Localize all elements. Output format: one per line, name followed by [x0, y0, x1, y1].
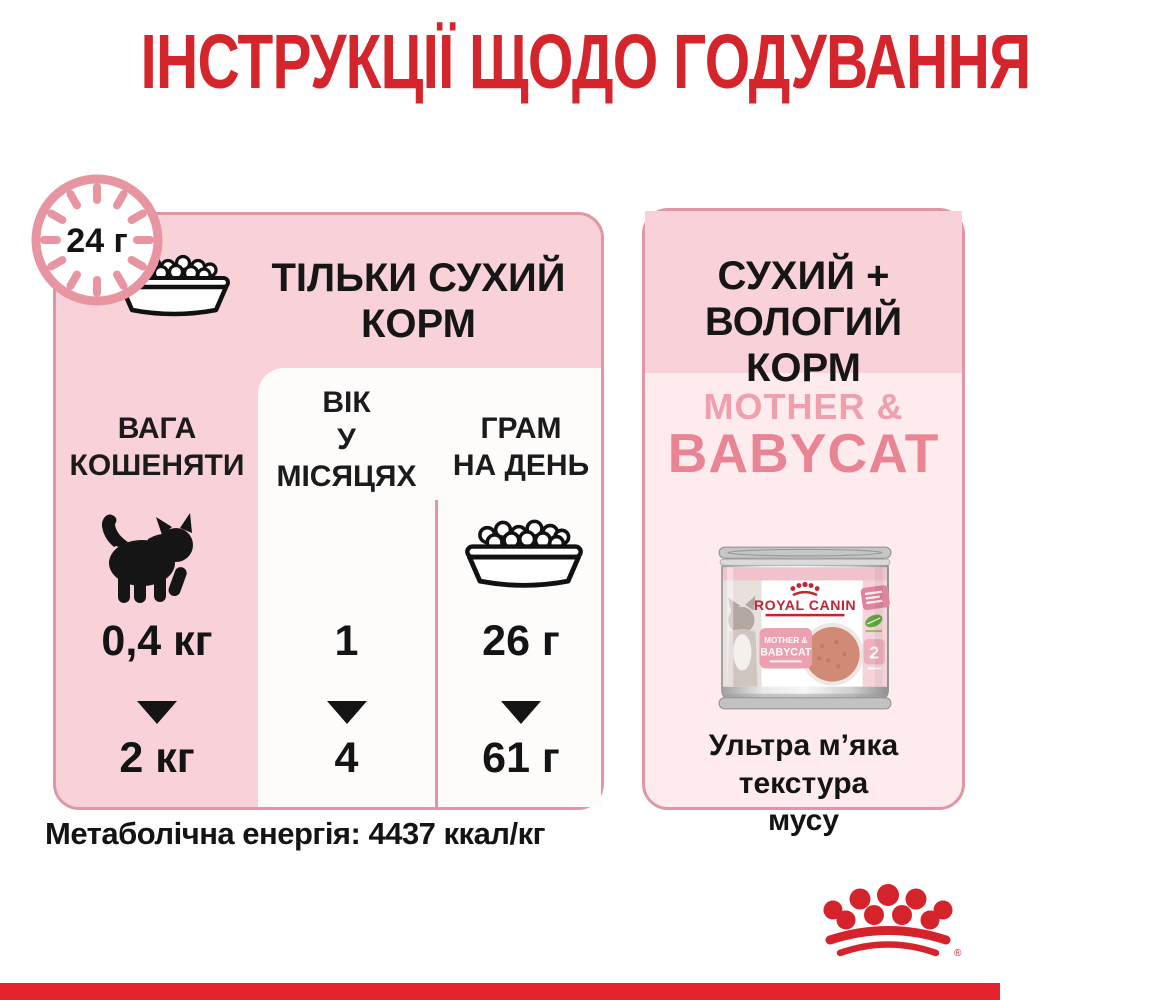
clock-hours-label: 24 г — [66, 222, 128, 260]
product-can-image — [715, 547, 895, 709]
royal-canin-crown-logo — [806, 882, 970, 962]
bottom-red-bar — [0, 983, 1000, 1000]
can-label-line2: BABYCAT — [760, 646, 812, 659]
can-badge-number: 2 — [869, 642, 880, 663]
weight-header-line1: ВАГА — [117, 412, 197, 445]
dry-wet-header-line2: КОРМ — [746, 346, 861, 390]
page-title-text: ІНСТРУКЦІЇ ЩОДО ГОДУВАННЯ — [140, 19, 1031, 105]
age-header-line1: ВІК — [322, 386, 371, 419]
age-to-value: 4 — [334, 734, 359, 782]
age-header-line3: МІСЯЦЯХ — [276, 459, 417, 493]
dry-food-panel-header — [246, 255, 591, 347]
age-from-value: 1 — [334, 617, 359, 665]
product-caption-line2: мусу — [767, 804, 840, 837]
dry-wet-header-line1: СУХИЙ + ВОЛОГИЙ — [704, 254, 903, 344]
grams-header-line2: НА ДЕНЬ — [452, 448, 590, 482]
weight-arrow — [56, 701, 258, 724]
product-name-line2: BABYCAT — [667, 422, 940, 484]
page-title — [0, 18, 1031, 107]
weight-header-line2: КОШЕНЯТИ — [69, 448, 245, 482]
product-caption — [645, 727, 962, 840]
age-header-line2: У — [337, 422, 356, 456]
arrow-down-icon — [137, 701, 177, 724]
arrow-down-icon — [327, 701, 367, 724]
grams-arrow — [438, 701, 604, 724]
column-header-grams-per-day — [438, 411, 604, 485]
metabolic-energy-text: Метаболічна енергія: 4437 ккал/кг — [45, 816, 546, 851]
product-name-line1: MOTHER & — [703, 386, 904, 427]
registered-mark: ® — [954, 948, 962, 959]
kitten-silhouette-icon — [88, 509, 202, 609]
dry-wet-food-panel — [642, 208, 965, 837]
age-arrow — [258, 701, 435, 724]
arrow-down-icon — [501, 701, 541, 724]
can-brand-text: ROYAL CANIN — [753, 596, 857, 613]
grams-header-line1: ГРАМ — [480, 412, 562, 445]
dry-food-header-line1: ТІЛЬКИ СУХИЙ — [271, 256, 566, 300]
grams-from-value: 26 г — [482, 617, 560, 665]
product-name — [645, 386, 962, 484]
weight-from-value: 0,4 кг — [101, 617, 213, 665]
column-header-age-months — [258, 385, 435, 496]
food-bowl-icon — [460, 519, 588, 593]
column-header-kitten-weight — [56, 411, 258, 485]
can-label-line1: MOTHER & — [764, 636, 808, 646]
dry-wet-panel-header — [645, 253, 962, 391]
grams-to-value: 61 г — [482, 734, 560, 782]
clock-icon — [28, 171, 166, 309]
weight-to-value: 2 кг — [119, 734, 195, 782]
dry-food-header-line2: КОРМ — [361, 302, 476, 346]
product-caption-line1: Ультра м’яка текстура — [708, 729, 899, 800]
